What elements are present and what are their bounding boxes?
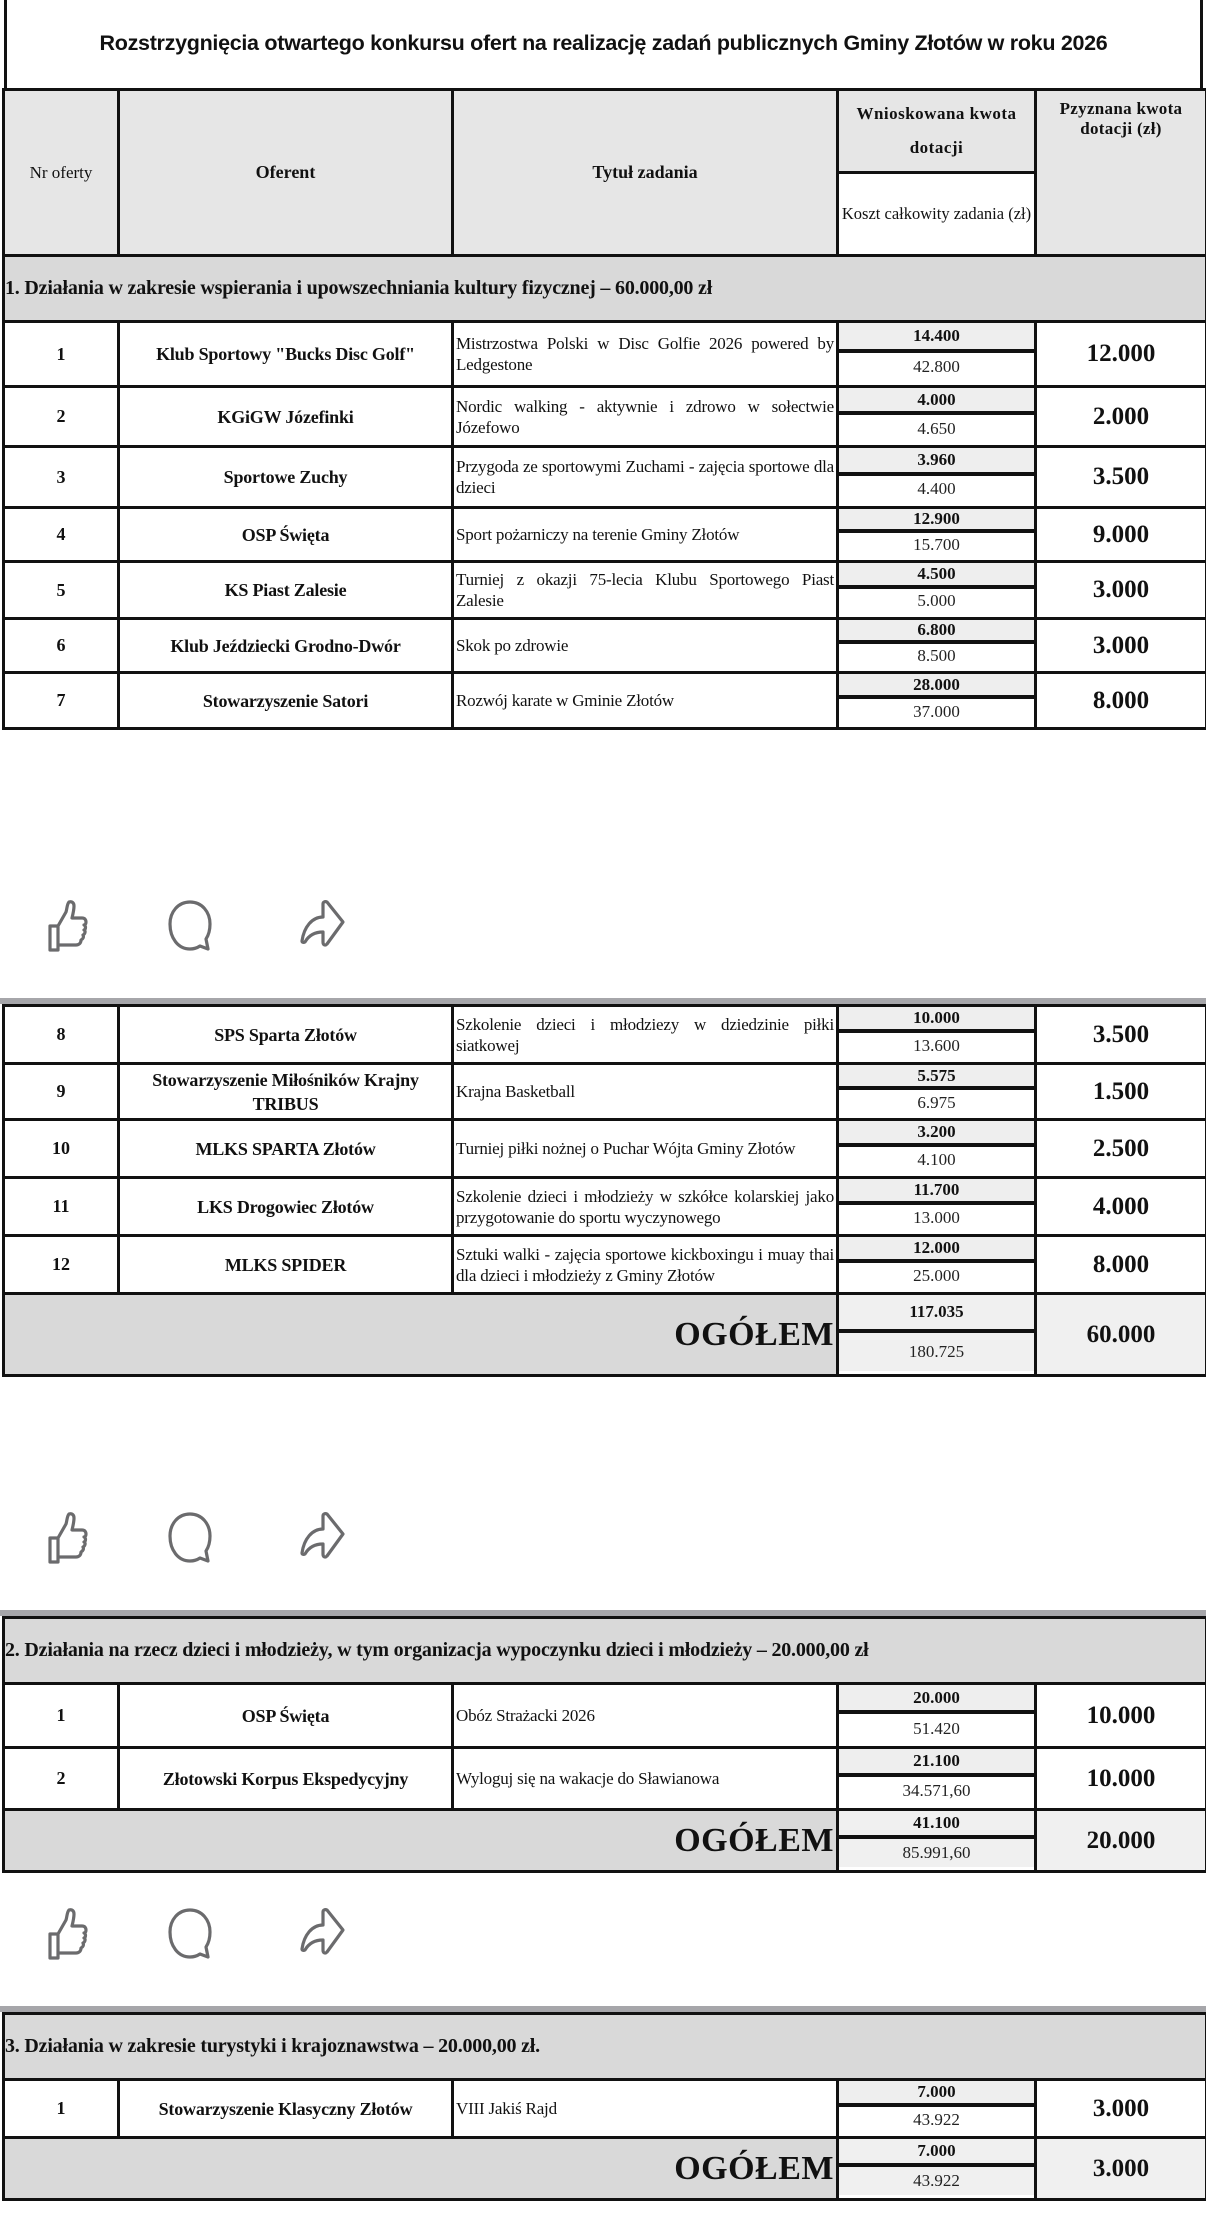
offer-applicant: Sportowe Zuchy xyxy=(119,447,453,508)
table-row xyxy=(4,2080,1206,2138)
granted-amount: 3.500 xyxy=(1036,1006,1206,1064)
offer-applicant: OSP Święta xyxy=(119,508,453,562)
offer-number: 2 xyxy=(4,1748,119,1810)
offer-applicant: Stowarzyszenie Miłośników Krajny TRIBUS xyxy=(119,1064,453,1120)
total-cost: 25.000 xyxy=(839,1263,1034,1289)
total-label: OGÓŁEM xyxy=(4,1294,838,1376)
granted-amount: 12.000 xyxy=(1036,322,1206,387)
requested-amount: 4.500 xyxy=(839,563,1034,589)
total-cost: 43.922 xyxy=(839,2107,1034,2133)
table-row xyxy=(4,1748,1206,1810)
granted-amount: 8.000 xyxy=(1036,673,1206,729)
offer-task-title: Krajna Basketball xyxy=(453,1064,838,1120)
results-table-part-1 xyxy=(2,88,1206,730)
offer-number: 9 xyxy=(4,1064,119,1120)
offer-task-title: Turniej piłki nożnej o Puchar Wójta Gminy Złotów xyxy=(453,1120,838,1178)
comment-icon[interactable] xyxy=(160,896,220,956)
total-label: OGÓŁEM xyxy=(4,1810,838,1872)
total-koszt: 43.922 xyxy=(839,2167,1034,2195)
section-2-rows xyxy=(4,1684,1206,1810)
granted-amount: 2.000 xyxy=(1036,387,1206,447)
share-icon[interactable] xyxy=(295,1904,355,1964)
offer-task-title: Szkolenie dzieci i młodzieży w szkółce kolarskiej jako przygotowanie do sportu wyczynowego xyxy=(453,1178,838,1236)
table-row xyxy=(4,1006,1206,1064)
requested-amount: 3.960 xyxy=(839,448,1034,476)
offer-amounts xyxy=(838,1120,1036,1178)
granted-amount: 9.000 xyxy=(1036,508,1206,562)
total-wnioskowana: 7.000 xyxy=(839,2139,1034,2167)
total-wnioskowana: 41.100 xyxy=(839,1811,1034,1839)
offer-task-title: Przygoda ze sportowymi Zuchami - zajęcia sportowe dla dzieci xyxy=(453,447,838,508)
table-row xyxy=(4,387,1206,447)
offer-task-title: Sport pożarniczy na terenie Gminy Złotów xyxy=(453,508,838,562)
table-header-row xyxy=(4,90,1206,173)
offer-applicant: Stowarzyszenie Klasyczny Złotów xyxy=(119,2080,453,2138)
post-card-3 xyxy=(0,1610,1206,1873)
offer-task-title: VIII Jakiś Rajd xyxy=(453,2080,838,2138)
total-przyznana: 20.000 xyxy=(1036,1810,1206,1872)
offer-number: 5 xyxy=(4,562,119,619)
total-cost: 4.100 xyxy=(839,1147,1034,1173)
like-icon[interactable] xyxy=(36,1508,96,1568)
offer-amounts xyxy=(838,508,1036,562)
offer-task-title: Wyloguj się na wakacje do Sławianowa xyxy=(453,1748,838,1810)
granted-amount: 3.000 xyxy=(1036,562,1206,619)
results-table-section-2 xyxy=(2,1616,1206,1873)
table-row xyxy=(4,1236,1206,1294)
document-title: Rozstrzygnięcia otwartego konkursu ofert na realizację zadań publicznych Gminy Złotów w roku 2026 xyxy=(4,0,1203,88)
granted-amount: 4.000 xyxy=(1036,1178,1206,1236)
offer-task-title: Szkolenie dzieci i młodziezy w dziedzinie piłki siatkowej xyxy=(453,1006,838,1064)
table-row xyxy=(4,1178,1206,1236)
offer-amounts xyxy=(838,562,1036,619)
section-2-total-row xyxy=(4,1810,1206,1872)
total-amounts xyxy=(838,1810,1036,1872)
total-cost: 6.975 xyxy=(839,1090,1034,1115)
offer-task-title: Rozwój karate w Gminie Złotów xyxy=(453,673,838,729)
total-cost: 34.571,60 xyxy=(839,1777,1034,1805)
post-card-4 xyxy=(0,2006,1206,2201)
header-przyznana: Pzyznana kwota dotacji (zł) xyxy=(1036,90,1206,256)
offer-task-title: Mistrzostwa Polski w Disc Golfie 2026 powered by Ledgestone xyxy=(453,322,838,387)
offer-number: 7 xyxy=(4,673,119,729)
total-cost: 4.650 xyxy=(839,415,1034,442)
offer-number: 12 xyxy=(4,1236,119,1294)
offer-amounts xyxy=(838,673,1036,729)
granted-amount: 3.500 xyxy=(1036,447,1206,508)
total-cost: 37.000 xyxy=(839,699,1034,724)
offer-applicant: KS Piast Zalesie xyxy=(119,562,453,619)
total-cost: 42.800 xyxy=(839,353,1034,383)
total-cost: 4.400 xyxy=(839,476,1034,504)
requested-amount: 4.000 xyxy=(839,388,1034,415)
offer-amounts xyxy=(838,2080,1036,2138)
offer-number: 2 xyxy=(4,387,119,447)
granted-amount: 2.500 xyxy=(1036,1120,1206,1178)
section-1-rows-part-2 xyxy=(4,1006,1206,1294)
total-cost: 15.700 xyxy=(839,533,1034,557)
requested-amount: 6.800 xyxy=(839,620,1034,644)
offer-applicant: SPS Sparta Złotów xyxy=(119,1006,453,1064)
table-row xyxy=(4,1684,1206,1748)
section-heading-row xyxy=(4,256,1206,322)
total-cost: 5.000 xyxy=(839,589,1034,615)
offer-number: 1 xyxy=(4,1684,119,1748)
requested-amount: 21.100 xyxy=(839,1749,1034,1777)
table-row xyxy=(4,447,1206,508)
total-amounts xyxy=(838,1294,1036,1376)
table-row xyxy=(4,1120,1206,1178)
header-oferent: Oferent xyxy=(119,90,453,256)
offer-amounts xyxy=(838,1178,1036,1236)
header-wnioskowana: Wnioskowana kwota dotacji xyxy=(838,90,1036,173)
requested-amount: 14.400 xyxy=(839,323,1034,353)
comment-icon[interactable] xyxy=(160,1508,220,1568)
granted-amount: 8.000 xyxy=(1036,1236,1206,1294)
section-3-total-row xyxy=(4,2138,1206,2200)
section-3-heading: 3. Działania w zakresie turystyki i krajoznawstwa – 20.000,00 zł. xyxy=(4,2014,1206,2080)
granted-amount: 3.000 xyxy=(1036,2080,1206,2138)
like-icon[interactable] xyxy=(36,1904,96,1964)
comment-icon[interactable] xyxy=(160,1904,220,1964)
offer-number: 6 xyxy=(4,619,119,673)
results-table-part-2 xyxy=(2,1004,1206,1377)
offer-task-title: Nordic walking - aktywnie i zdrowo w sołectwie Józefowo xyxy=(453,387,838,447)
offer-task-title: Turniej z okazji 75-lecia Klubu Sportowego Piast Zalesie xyxy=(453,562,838,619)
requested-amount: 5.575 xyxy=(839,1065,1034,1090)
total-koszt: 85.991,60 xyxy=(839,1839,1034,1867)
total-cost: 13.600 xyxy=(839,1033,1034,1059)
requested-amount: 10.000 xyxy=(839,1007,1034,1033)
offer-applicant: Klub Jeździecki Grodno-Dwór xyxy=(119,619,453,673)
offer-applicant: LKS Drogowiec Złotów xyxy=(119,1178,453,1236)
offer-number: 1 xyxy=(4,322,119,387)
requested-amount: 20.000 xyxy=(839,1685,1034,1714)
offer-amounts xyxy=(838,1684,1036,1748)
total-cost: 51.420 xyxy=(839,1714,1034,1743)
offer-amounts xyxy=(838,1006,1036,1064)
post-card-2 xyxy=(0,998,1206,1377)
offer-amounts xyxy=(838,1236,1036,1294)
offer-task-title: Skok po zdrowie xyxy=(453,619,838,673)
offer-amounts xyxy=(838,387,1036,447)
offer-applicant: OSP Święta xyxy=(119,1684,453,1748)
offer-amounts xyxy=(838,619,1036,673)
header-tytul: Tytuł zadania xyxy=(453,90,838,256)
offer-amounts xyxy=(838,447,1036,508)
header-nr: Nr oferty xyxy=(4,90,119,256)
granted-amount: 3.000 xyxy=(1036,619,1206,673)
section-2-heading: 2. Działania na rzecz dzieci i młodzieży, w tym organizacja wypoczynku dzieci i młodzieży – 20.000,00 zł xyxy=(4,1618,1206,1684)
requested-amount: 3.200 xyxy=(839,1121,1034,1147)
table-row xyxy=(4,508,1206,562)
total-cost: 13.000 xyxy=(839,1205,1034,1231)
offer-applicant: Stowarzyszenie Satori xyxy=(119,673,453,729)
offer-applicant: Klub Sportowy "Bucks Disc Golf" xyxy=(119,322,453,387)
offer-task-title: Sztuki walki - zajęcia sportowe kickboxingu i muay thai dla dzieci i młodzieży z Gminy Złotów xyxy=(453,1236,838,1294)
section-heading-row xyxy=(4,2014,1206,2080)
requested-amount: 11.700 xyxy=(839,1179,1034,1205)
requested-amount: 12.000 xyxy=(839,1237,1034,1263)
share-icon[interactable] xyxy=(295,896,355,956)
total-cost: 8.500 xyxy=(839,644,1034,668)
like-icon[interactable] xyxy=(36,896,96,956)
post-actions-2 xyxy=(0,1500,1206,1570)
results-table-section-3 xyxy=(2,2012,1206,2201)
section-1-rows-part-1 xyxy=(4,322,1206,729)
post-actions-3 xyxy=(0,1896,1206,1966)
offer-amounts xyxy=(838,1748,1036,1810)
section-1-heading: 1. Działania w zakresie wspierania i upowszechniania kultury fizycznej – 60.000,00 zł xyxy=(4,256,1206,322)
total-przyznana: 3.000 xyxy=(1036,2138,1206,2200)
table-row xyxy=(4,1064,1206,1120)
share-icon[interactable] xyxy=(295,1508,355,1568)
offer-number: 10 xyxy=(4,1120,119,1178)
table-row xyxy=(4,562,1206,619)
table-row xyxy=(4,673,1206,729)
requested-amount: 28.000 xyxy=(839,674,1034,699)
offer-number: 8 xyxy=(4,1006,119,1064)
offer-amounts xyxy=(838,1064,1036,1120)
granted-amount: 1.500 xyxy=(1036,1064,1206,1120)
requested-amount: 12.900 xyxy=(839,509,1034,533)
total-label: OGÓŁEM xyxy=(4,2138,838,2200)
total-przyznana: 60.000 xyxy=(1036,1294,1206,1376)
section-3-rows xyxy=(4,2080,1206,2138)
post-actions-1 xyxy=(0,888,1206,958)
offer-task-title: Obóz Strażacki 2026 xyxy=(453,1684,838,1748)
total-amounts xyxy=(838,2138,1036,2200)
offer-number: 1 xyxy=(4,2080,119,2138)
offer-amounts xyxy=(838,322,1036,387)
section-1-total-row xyxy=(4,1294,1206,1376)
granted-amount: 10.000 xyxy=(1036,1748,1206,1810)
offer-number: 3 xyxy=(4,447,119,508)
offer-applicant: MLKS SPIDER xyxy=(119,1236,453,1294)
total-wnioskowana: 117.035 xyxy=(839,1295,1034,1333)
offer-applicant: Złotowski Korpus Ekspedycyjny xyxy=(119,1748,453,1810)
offer-number: 4 xyxy=(4,508,119,562)
section-heading-row xyxy=(4,1618,1206,1684)
total-koszt: 180.725 xyxy=(839,1333,1034,1371)
offer-number: 11 xyxy=(4,1178,119,1236)
granted-amount: 10.000 xyxy=(1036,1684,1206,1748)
requested-amount: 7.000 xyxy=(839,2081,1034,2107)
offer-applicant: MLKS SPARTA Złotów xyxy=(119,1120,453,1178)
table-row xyxy=(4,619,1206,673)
offer-applicant: KGiGW Józefinki xyxy=(119,387,453,447)
table-row xyxy=(4,322,1206,387)
header-koszt: Koszt całkowity zadania (zł) xyxy=(838,173,1036,256)
